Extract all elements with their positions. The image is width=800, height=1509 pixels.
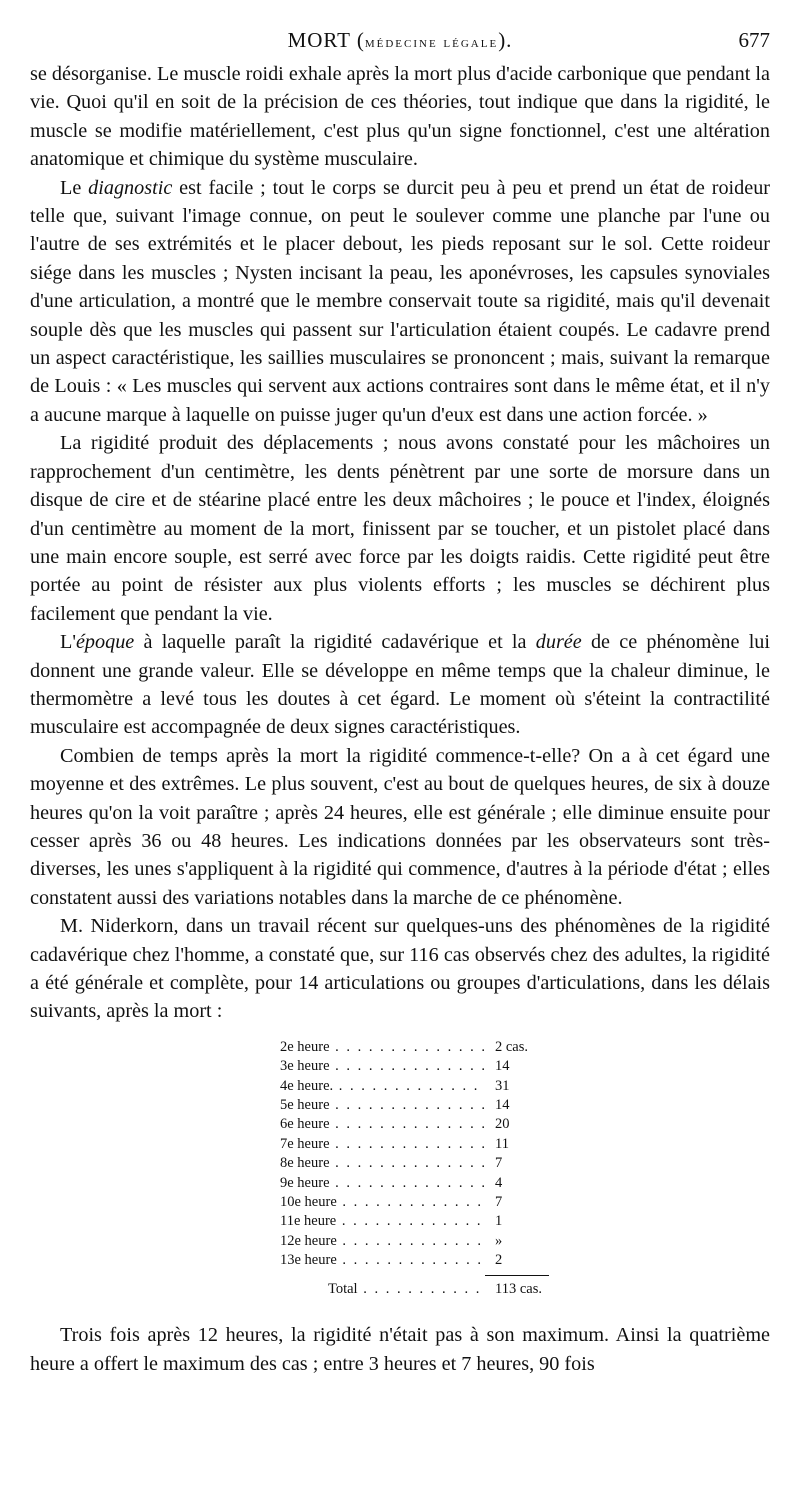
hours-table-rows	[280, 1038, 570, 1271]
row-value: 11	[495, 1135, 509, 1152]
diag-italic: diagnostic	[88, 176, 173, 199]
table-row	[280, 1193, 570, 1212]
row-label: 8e heure . . .	[280, 1154, 485, 1173]
paragraph-niderkorn: M. Niderkorn, dans un travail récent sur quelques-uns des phénomènes de la rigidité cadavérique chez l'homme, a constaté que, sur 116 cas observés chez des adultes, la rigidité a été générale et complète, pour 14 articulations ou groupes d'articulations, dans les délais suivants, après la mort :	[30, 915, 770, 1023]
row-label: 10e heure . . .	[280, 1193, 485, 1212]
row-label: 5e heure . . .	[280, 1096, 485, 1115]
paragraph-combien: Combien de temps après la mort la rigidité commence-t-elle? On a à cet égard une moyenne et des extrêmes. Le plus souvent, c'est au bout de quelques heures, de six à douze heures qu'on la voit paraître ; après 24 heures, elle est générale ; elle diminue ensuite pour cesser après 36 ou 48 heures. Les indications données par les observateurs sont très-diverses, les unes s'appliquent à la rigidité qui commence, d'autres à la période d'état ; elles constatent aussi des variations notables dans la marche de ce phénomène.	[30, 744, 770, 909]
paragraph-diagnostic	[30, 174, 770, 430]
row-label: 2e heure . . .	[280, 1038, 485, 1057]
row-value: 20	[495, 1116, 510, 1133]
row-value: 14	[495, 1097, 510, 1114]
table-row	[280, 1096, 570, 1115]
table-row	[280, 1154, 570, 1173]
row-value: 7	[495, 1155, 503, 1172]
row-value: »	[495, 1232, 503, 1249]
table-row	[280, 1251, 570, 1270]
row-value: 7	[495, 1194, 503, 1211]
row-value: 1	[495, 1213, 503, 1230]
diag-text: est facile ; tout le corps se durcit peu à peu et prend un état de roideur telle que, suivant l'image connue, on peut le soulever comme une planche par l'une ou l'autre de ses extrémités et le placer debout, les pieds reposant sur le sol. Cette roideur siége dans les muscles ; Nysten incisant la peau, les aponévroses, les capsules synoviales d'une articulation, a montré que le membre conservait toute sa rigidité, mais qu'il devenait souple dès que les muscles qui passent sur l'articulation étaient coupés. Le cadavre prend un aspect caractéristique, les saillies musculaires se prononcent ; mais, suivant la remarque de Louis : « Les muscles qui servent aux actions contraires sont dans le même état, et il n'y a aucune marque à laquelle on puisse juger qu'un d'eux est dans une action forcée. »	[30, 176, 771, 426]
row-value: 4	[495, 1174, 503, 1191]
epoque-mid: à laquelle paraît la rigidité cadavérique et la	[134, 631, 536, 654]
row-label: 6e heure . . .	[280, 1115, 485, 1134]
table-row	[280, 1212, 570, 1231]
title-main: MORT (	[287, 28, 365, 52]
row-label: 4e heure. . . .	[280, 1077, 485, 1096]
total-value: 113 cas.	[495, 1280, 542, 1297]
table-row	[280, 1115, 570, 1134]
epoque-italic: époque	[75, 631, 135, 654]
text-body	[30, 60, 770, 1378]
hours-table	[280, 1038, 570, 1299]
table-row	[280, 1057, 570, 1076]
table-row	[280, 1174, 570, 1193]
row-value: 2	[495, 1252, 503, 1269]
row-value: 2 cas.	[495, 1038, 529, 1055]
paragraph-1: se désorganise. Le muscle roidi exhale après la mort plus d'acide carbonique que pendant la vie. Quoi qu'il en soit de la précision de ces théories, tout indique que dans la rigidité, le muscle se modifie matériellement, c'est plus qu'un signe fonctionnel, c'est une altération anatomique et chimique du système musculaire.	[30, 63, 770, 171]
row-value: 31	[495, 1077, 510, 1094]
paragraph-deplacements: La rigidité produit des déplacements ; nous avons constaté pour les mâchoires un rapprochement d'un centimètre, les dents pénètrent par une sorte de morsure dans un disque de cire et de stéarine placé entre les deux mâchoires ; le pouce et l'index, éloignés d'un centimètre au moment de la mort, finissent par se toucher, et un pistolet placé dans une main encore souple, est serré avec force par les doigts raidis. Cette rigidité peut être portée au point de résister aux plus violents efforts ; les muscles se déchirent plus facilement que pendant la vie.	[30, 432, 770, 625]
paragraph-epoque	[30, 628, 770, 742]
epoque-rest: de ce phénomène lui donnent une grande valeur. Elle se développe en même temps que la chaleur diminue, le thermomètre a levé tous les doutes à cet égard. Le moment où s'éteint la contractilité musculaire est accompagnée de deux signes caractéristiques.	[30, 631, 771, 739]
table-row	[280, 1135, 570, 1154]
epoque-lead: L'	[60, 631, 76, 654]
table-row	[280, 1232, 570, 1251]
duree-italic: durée	[535, 631, 582, 654]
running-title	[30, 28, 770, 53]
diag-lead: Le	[60, 176, 89, 199]
table-row	[280, 1038, 570, 1057]
table-row	[280, 1077, 570, 1096]
total-label: Total . . .	[280, 1280, 485, 1299]
title-end: ).	[498, 28, 513, 52]
page-number: 677	[738, 28, 770, 52]
running-header	[30, 28, 770, 58]
document-page	[30, 28, 770, 1378]
row-label: 7e heure . . .	[280, 1135, 485, 1154]
row-label: 11e heure . . .	[280, 1212, 485, 1231]
row-label: 3e heure . . .	[280, 1057, 485, 1076]
row-value: 14	[495, 1058, 510, 1075]
paragraph-closing: Trois fois après 12 heures, la rigidité n'était pas à son maximum. Ainsi la quatrième heure a offert le maximum des cas ; entre 3 heures et 7 heures, 90 fois	[30, 1324, 770, 1375]
total-row	[280, 1280, 570, 1299]
title-subtitle: médecine légale	[364, 35, 499, 51]
row-label: 13e heure . . .	[280, 1251, 485, 1270]
row-label: 12e heure . . .	[280, 1232, 485, 1251]
total-rule	[485, 1275, 549, 1276]
row-label: 9e heure . . .	[280, 1174, 485, 1193]
